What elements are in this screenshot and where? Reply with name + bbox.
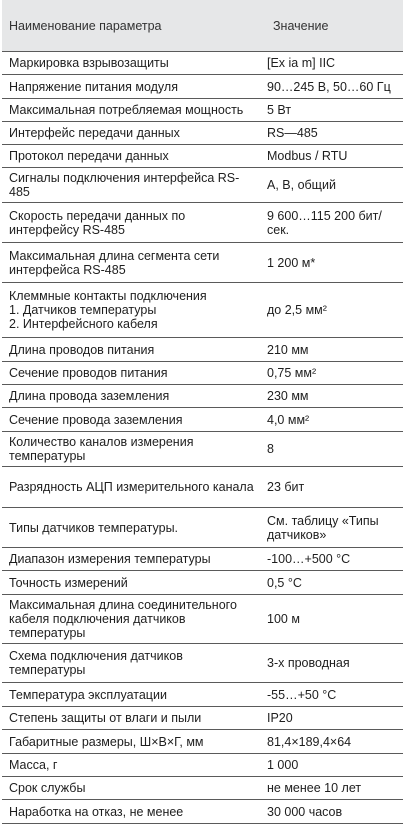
param-cell: Точность измерений: [2, 571, 260, 595]
value-cell: 9 600…115 200 бит/сек.: [260, 203, 403, 243]
value-cell: -55…+50 °C: [260, 683, 403, 707]
table-row: [2, 99, 403, 122]
table-row: [2, 508, 403, 548]
param-cell: Сечение провода заземления: [2, 408, 260, 432]
param-cell: Наработка на отказ, не менее: [2, 800, 260, 824]
table-row: [2, 283, 403, 338]
header-param: Наименование параметра: [2, 0, 260, 52]
value-cell: 90…245 В, 50…60 Гц: [260, 75, 403, 99]
value-cell: 1 200 м*: [260, 243, 403, 283]
param-cell: Сигналы подключения интерфейса RS-485: [2, 168, 260, 203]
value-cell: 5 Вт: [260, 99, 403, 122]
value-cell: [Ex ia m] IIC: [260, 52, 403, 75]
table-row: [2, 777, 403, 800]
param-cell: Клеммные контакты подключения 1. Датчиков температуры 2. Интерфейсного кабеля: [2, 283, 260, 338]
param-cell: Количество каналов измерения температуры: [2, 432, 260, 467]
param-cell: Масса, г: [2, 754, 260, 777]
param-cell: Типы датчиков температуры.: [2, 508, 260, 548]
param-cell: Схема подключения датчиков температуры: [2, 644, 260, 683]
value-cell: не менее 10 лет: [260, 777, 403, 800]
header-value: Значение: [260, 0, 403, 52]
value-cell: 4,0 мм²: [260, 408, 403, 432]
table-row: [2, 145, 403, 168]
param-cell: Напряжение питания модуля: [2, 75, 260, 99]
value-cell: 100 м: [260, 595, 403, 644]
value-cell: 81,4×189,4×64: [260, 730, 403, 754]
value-cell: 1 000: [260, 754, 403, 777]
value-cell: 3-х проводная: [260, 644, 403, 683]
value-cell: См. таблицу «Типы датчиков»: [260, 508, 403, 548]
table-body: [2, 52, 403, 824]
param-cell: Протокол передачи данных: [2, 145, 260, 168]
table-row: [2, 168, 403, 203]
value-cell: IP20: [260, 707, 403, 730]
value-cell: А, В, общий: [260, 168, 403, 203]
param-cell: Маркировка взрывозащиты: [2, 52, 260, 75]
param-cell: Максимальная потребляемая мощность: [2, 99, 260, 122]
table-row: [2, 203, 403, 243]
table-row: [2, 800, 403, 824]
table-row: [2, 683, 403, 707]
param-cell: Скорость передачи данных по интерфейсу RS-485: [2, 203, 260, 243]
param-cell: Максимальная длина сегмента сети интерфейса RS-485: [2, 243, 260, 283]
table-row: [2, 754, 403, 777]
spec-table: [2, 0, 403, 824]
table-row: [2, 595, 403, 644]
value-cell: 0,75 мм²: [260, 362, 403, 385]
param-cell: Максимальная длина соединительного кабеля подключения датчиков температуры: [2, 595, 260, 644]
table-row: [2, 467, 403, 508]
table-row: [2, 707, 403, 730]
table-row: [2, 52, 403, 75]
value-cell: 210 мм: [260, 338, 403, 362]
param-cell: Длина провода заземления: [2, 385, 260, 408]
param-cell: Габаритные размеры, Ш×В×Г, мм: [2, 730, 260, 754]
param-cell: Интерфейс передачи данных: [2, 122, 260, 145]
param-cell: Степень защиты от влаги и пыли: [2, 707, 260, 730]
param-cell: Диапазон измерения температуры: [2, 548, 260, 571]
value-cell: RS—485: [260, 122, 403, 145]
table-row: [2, 362, 403, 385]
table-row: [2, 432, 403, 467]
param-cell: Длина проводов питания: [2, 338, 260, 362]
table-row: [2, 408, 403, 432]
table-row: [2, 730, 403, 754]
value-cell: 8: [260, 432, 403, 467]
param-cell: Разрядность АЦП измерительного канала: [2, 467, 260, 508]
table-row: [2, 385, 403, 408]
value-cell: Modbus / RTU: [260, 145, 403, 168]
param-cell: Температура эксплуатации: [2, 683, 260, 707]
param-cell: Сечение проводов питания: [2, 362, 260, 385]
table-header-row: [2, 0, 403, 52]
table-row: [2, 571, 403, 595]
value-cell: до 2,5 мм²: [260, 283, 403, 338]
table-row: [2, 644, 403, 683]
value-cell: 30 000 часов: [260, 800, 403, 824]
value-cell: 23 бит: [260, 467, 403, 508]
table-row: [2, 548, 403, 571]
table-row: [2, 338, 403, 362]
table-row: [2, 122, 403, 145]
value-cell: 0,5 °C: [260, 571, 403, 595]
param-cell: Срок службы: [2, 777, 260, 800]
value-cell: 230 мм: [260, 385, 403, 408]
value-cell: -100…+500 °C: [260, 548, 403, 571]
table-row: [2, 243, 403, 283]
table-row: [2, 75, 403, 99]
